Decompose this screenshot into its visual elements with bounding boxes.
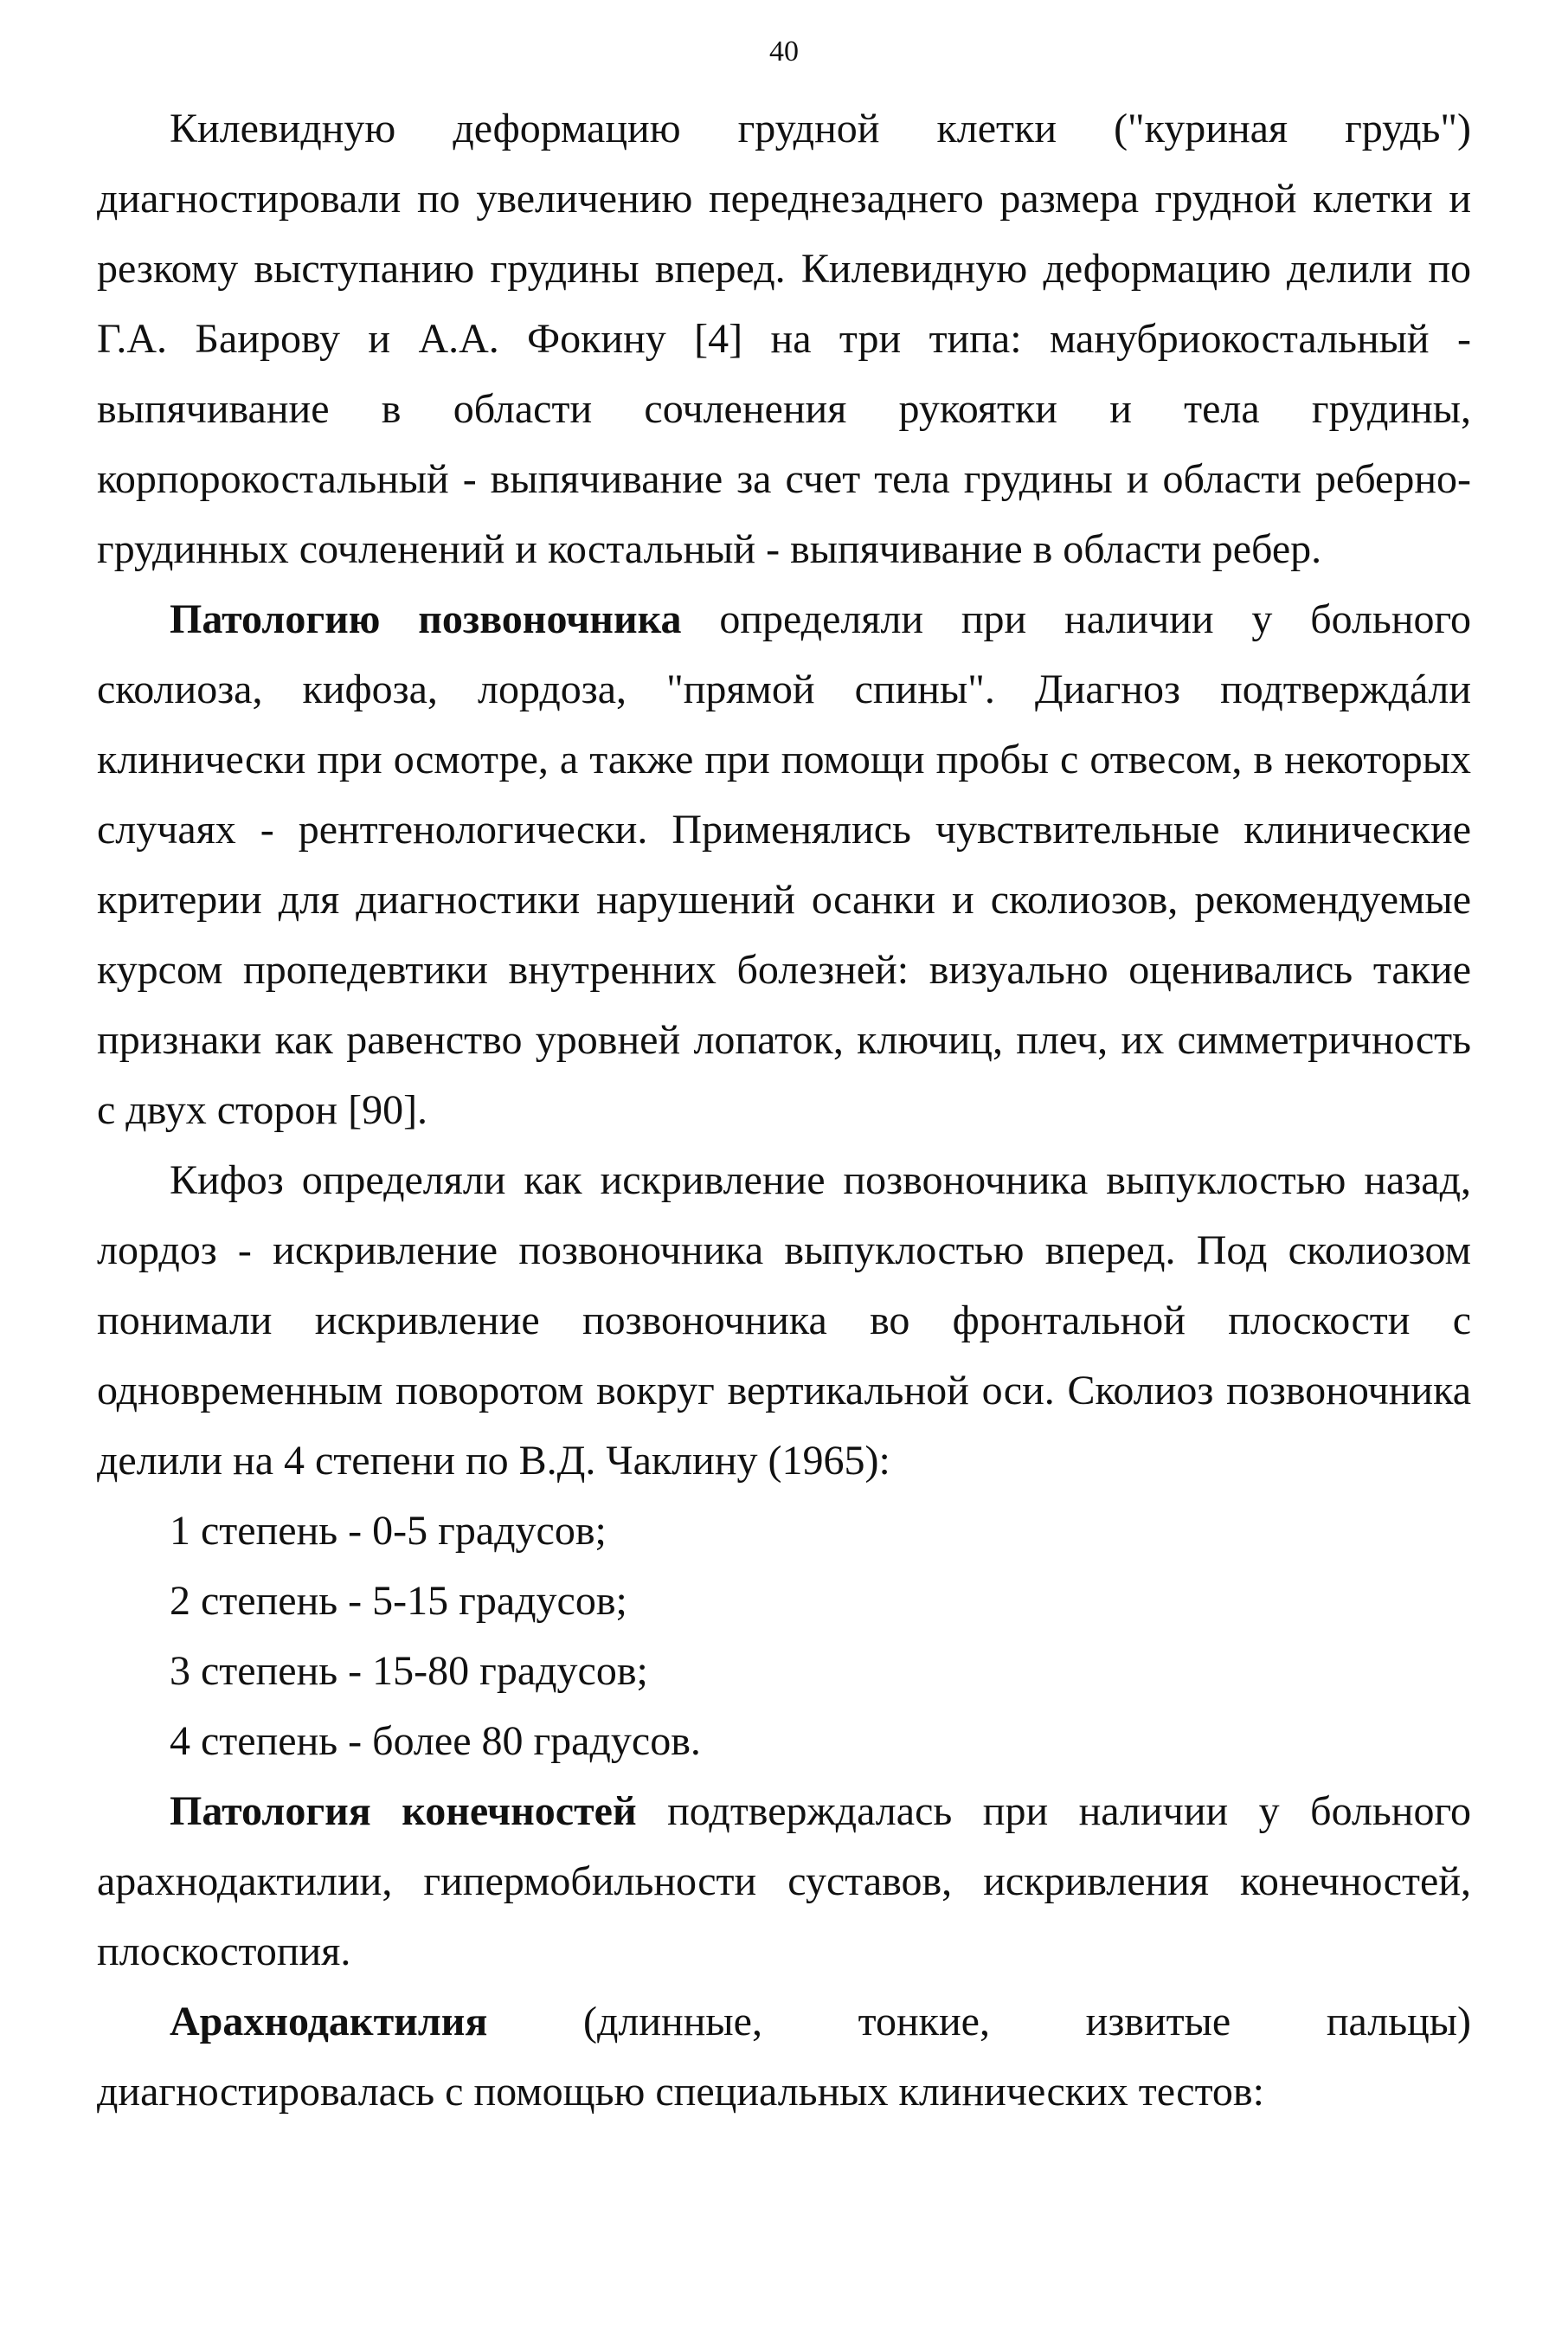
- list-item: 3 степень - 15-80 градусов;: [170, 1648, 648, 1694]
- paragraph-spine-pathology: [97, 584, 1471, 1145]
- paragraph-limb-pathology: [97, 1776, 1471, 1986]
- list-item: 2 степень - 5-15 градусов;: [170, 1578, 627, 1624]
- heading-spine-pathology: Патологию позвоночника: [170, 596, 682, 642]
- paragraph-limb-pathology-text: подтверждалась при наличии у больного арахнодактилии, гипермобильности суставов, искривления конечностей, плоскостопия.: [97, 1788, 1471, 1974]
- document-body: [97, 93, 1471, 2127]
- paragraph-spine-pathology-text: определяли при наличии у больного сколиоза, кифоза, лордоза, "прямой спины". Диагноз подтверждáли клинически при осмотре, а также при помощи пробы с отвесом, в некоторых случаях - рентгенологически. Применялись чувствительные клинические критерии для диагностики нарушений осанки и сколиозов, рекомендуемые курсом пропедевтики внутренних болезней: визуально оценивались такие признаки как равенство уровней лопаток, ключиц, плеч, их симметричность с двух сторон [90].: [97, 596, 1472, 1133]
- list-item: 1 степень - 0-5 градусов;: [170, 1508, 607, 1554]
- page-number: 40: [769, 35, 799, 68]
- paragraph-kyphosis-lordosis-scoliosis: Кифоз определяли как искривление позвоночника выпуклостью назад, лордоз - искривление позвоночника выпуклостью вперед. Под сколиозом понимали искривление позвоночника во фронтальной плоскости с одновременным поворотом вокруг вертикальной оси. Сколиоз позвоночника делили на 4 степени по В.Д. Чаклину (1965):: [97, 1157, 1471, 1484]
- paragraph-keeled-chest-deformity: Килевидную деформацию грудной клетки ("куриная грудь") диагностировали по увеличению переднезаднего размера грудной клетки и резкому выступанию грудины вперед. Килевидную деформацию делили по Г.А. Баирову и А.А. Фокину [4] на три типа: манубриокостальный - выпячивание в области сочленения рукоятки и тела грудины, корпорокостальный - выпячивание за счет тела грудины и области реберно-грудинных сочленений и костальный - выпячивание в области ребер.: [97, 106, 1471, 572]
- list-item: 4 степень - более 80 градусов.: [170, 1718, 701, 1764]
- paragraph-arachnodactyly: [97, 1986, 1471, 2127]
- paragraph-arachnodactyly-text: (длинные, тонкие, извитые пальцы) диагностировалась с помощью специальных клинических тестов:: [97, 1999, 1471, 2115]
- scoliosis-degree-list: [97, 1496, 1471, 1776]
- heading-arachnodactyly: Арахнодактилия: [170, 1999, 488, 2044]
- heading-limb-pathology: Патология конечностей: [170, 1788, 637, 1834]
